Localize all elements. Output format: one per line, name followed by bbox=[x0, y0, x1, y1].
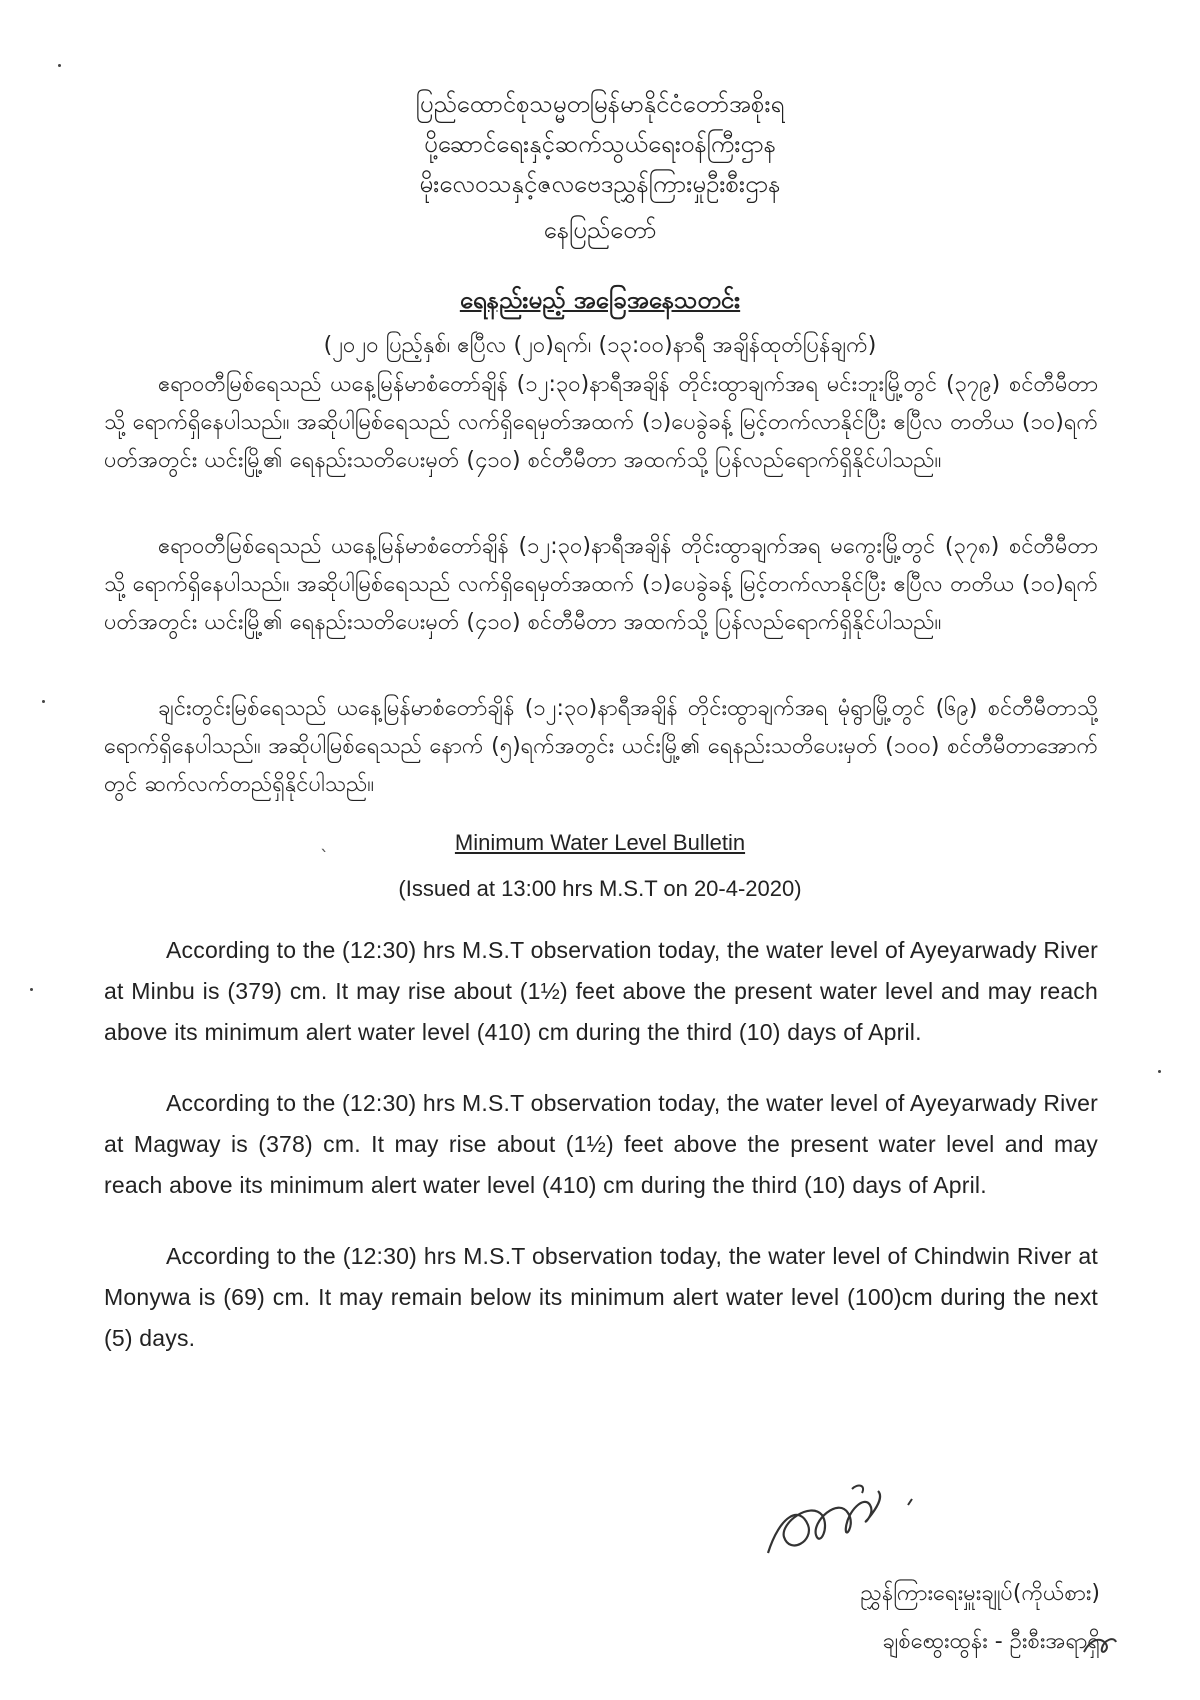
mm-paragraph-minbu: ဧရာဝတီမြစ်ရေသည် ယနေ့မြန်မာစံတော်ချိန် (၁၂:၃၀)နာရီအချိန် တိုင်းထွာချက်အရ မင်းဘူးမြို့တွင် (၃၇၉) စင်တီမီတာသို့ ရောက်ရှိနေပါသည်။ အဆိုပါမြစ်ရေသည် လက်ရှိရေမှတ်အထက် (၁)ပေခွဲခန့် မြင့်တက်လာနိုင်ပြီး ဧပြီလ တတိယ (၁၀)ရက်ပတ်အတွင်း ယင်းမြို့၏ ရေနည်းသတိပေးမှတ် (၄၁၀) စင်တီမီတာ အထက်သို့ ပြန်လည်ရောက်ရှိနိုင်ပါသည်။ bbox=[104, 372, 1098, 473]
mm-bulletin-title: ရေနည်းမည့် အခြေအနေသတင်း bbox=[459, 286, 741, 314]
mm-paragraph-monywa: ချင်းတွင်းမြစ်ရေသည် ယနေ့မြန်မာစံတော်ချိန် (၁၂:၃၀)နာရီအချိန် တိုင်းထွာချက်အရ မုံရွာမြို့တွင် (၆၉) စင်တီမီတာသို့ ရောက်ရှိနေပါသည်။ အဆိုပါမြစ်ရေသည် နောက် (၅)ရက်အတွင်း ယင်းမြို့၏ ရေနည်းသတိပေးမှတ် (၁၀၀) စင်တီမီတာအောက်တွင် ဆက်လက်တည်ရှိနိုင်ပါသည်။ bbox=[104, 696, 1098, 797]
ministry-header-city: နေပြည်တော် bbox=[543, 216, 657, 244]
mm-paragraph-magway: ဧရာဝတီမြစ်ရေသည် ယနေ့မြန်မာစံတော်ချိန် (၁၂:၃၀)နာရီအချိန် တိုင်းထွာချက်အရ မကွေးမြို့တွင် (၃၇၈) စင်တီမီတာသို့ ရောက်ရှိနေပါသည်။ အဆိုပါမြစ်ရေသည် လက်ရှိရေမှတ်အထက် (၁)ပေခွဲခန့် မြင့်တက်လာနိုင်ပြီး ဧပြီလ တတိယ (၁၀)ရက်ပတ်အတွင်း ယင်းမြို့၏ ရေနည်းသတိပေးမှတ် (၄၁၀) စင်တီမီတာ အထက်သို့ ပြန်လည်ရောက်ရှိနိုင်ပါသည်။ bbox=[104, 534, 1098, 635]
en-paragraph-minbu: According to the (12:30) hrs M.S.T observation today, the water level of Ayeyarwady River at Minbu is (379) cm. It may rise about (1½) feet above the present water level and may reach above its minimum alert water level (410) cm during the third (10) days of April. bbox=[104, 937, 1098, 1045]
ministry-header-line-2: ပို့ဆောင်ရေးနှင့်ဆက်သွယ်ရေးဝန်ကြီးဌာန bbox=[424, 130, 776, 158]
mm-bulletin-issued: (၂၀၂၀ ပြည့်နှစ်၊ ဧပြီလ (၂၀)ရက်၊ (၁၃:၀၀)နာရီ အချိန်ထုတ်ပြန်ချက်) bbox=[323, 333, 877, 358]
ministry-header-line-1: ပြည်ထောင်စုသမ္မတမြန်မာနိုင်ငံတော်အစိုးရ bbox=[415, 90, 785, 118]
director-signature bbox=[760, 1475, 920, 1565]
scan-mark: ˎ bbox=[320, 832, 329, 853]
signoff-title: ညွှန်ကြားရေးမှူးချုပ်(ကိုယ်စား) bbox=[860, 1581, 1100, 1606]
en-bulletin-title: Minimum Water Level Bulletin bbox=[454, 830, 746, 855]
scan-speck bbox=[42, 700, 45, 703]
scan-speck bbox=[1158, 1070, 1161, 1073]
ministry-header-line-3: မိုးလေဝသနှင့်ဇလဗေဒညွှန်ကြားမှုဦးစီးဌာန bbox=[419, 170, 781, 198]
en-paragraph-magway: According to the (12:30) hrs M.S.T observation today, the water level of Ayeyarwady River at Magway is (378) cm. It may rise about (1½) feet above the present water level and may reach above its minimum alert water level (410) cm during the third (10) days of April. bbox=[104, 1090, 1098, 1198]
en-bulletin-issued: (Issued at 13:00 hrs M.S.T on 20-4-2020) bbox=[398, 876, 802, 901]
signoff-name: ချစ်ထွေးထွန်း - ဦးစီးအရာရှိ bbox=[882, 1629, 1100, 1654]
scan-speck bbox=[58, 64, 61, 67]
scan-speck bbox=[30, 988, 33, 991]
en-paragraph-monywa: According to the (12:30) hrs M.S.T observation today, the water level of Chindwin River at Monywa is (69) cm. It may remain below its minimum alert water level (100)cm during the next (5) days. bbox=[104, 1243, 1098, 1351]
initials-mark bbox=[1080, 1626, 1120, 1662]
